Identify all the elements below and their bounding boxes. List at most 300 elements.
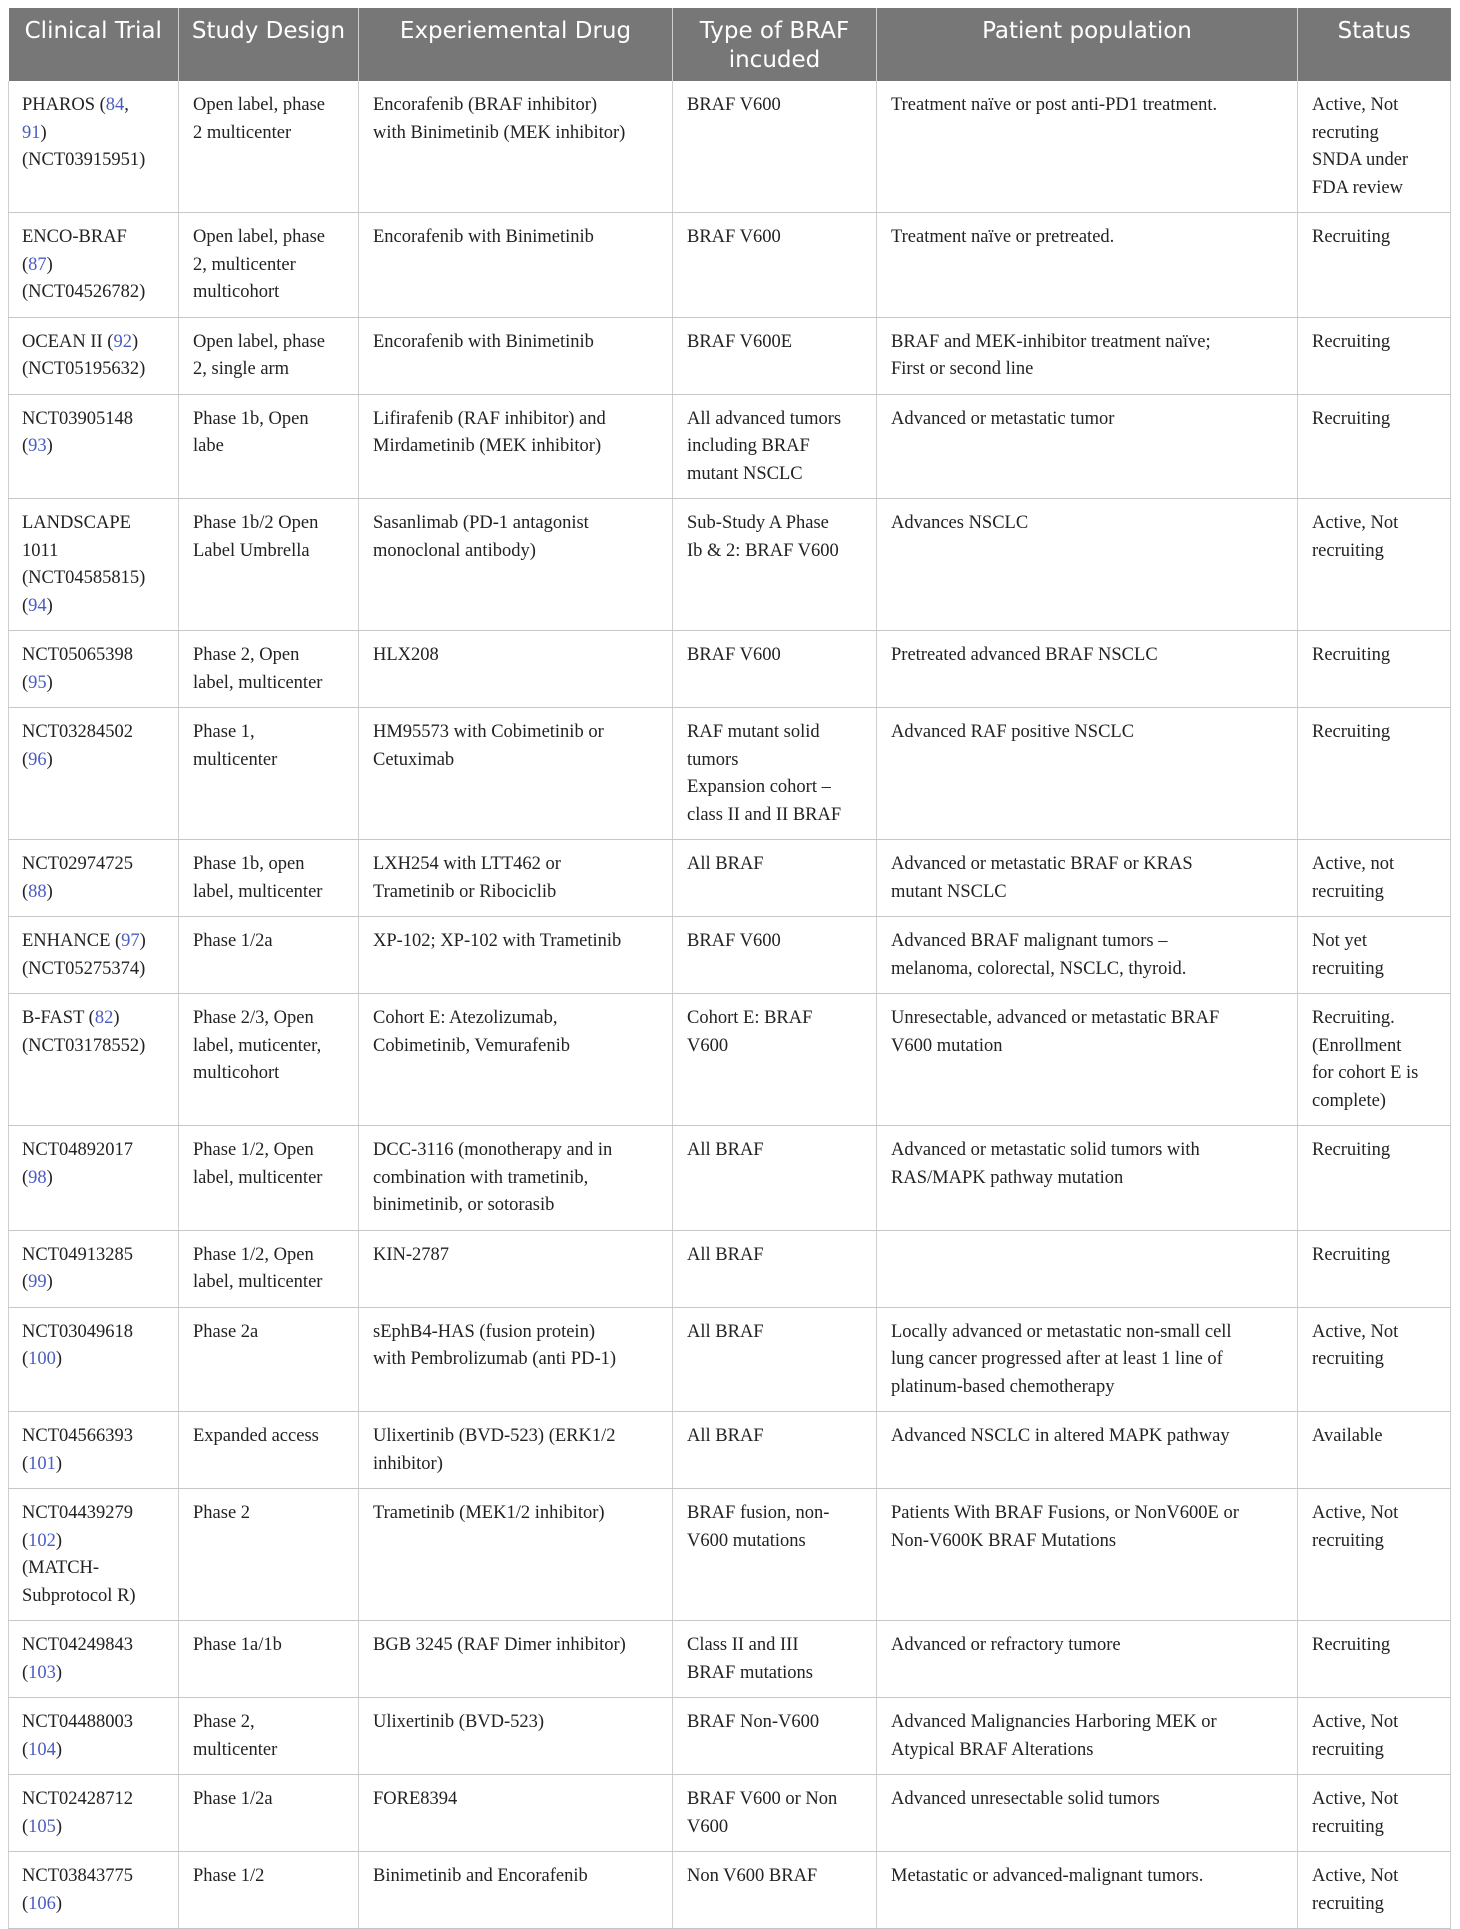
trial-text: LANDSCAPE — [22, 513, 131, 533]
patient-population-cell — [877, 1621, 1298, 1698]
cell-text-line: combination with trametinib, — [373, 1167, 589, 1188]
braf-type-cell — [673, 499, 877, 631]
trial-text: ( — [22, 1530, 29, 1551]
trial-text: NCT05065398 — [22, 645, 133, 665]
trial-text: ENHANCE ( — [22, 931, 122, 951]
cell-text-line: KIN-2787 — [373, 1244, 450, 1265]
reference-link[interactable]: 82 — [94, 1008, 114, 1028]
cell-text-line: 2, multicenter — [193, 254, 296, 275]
trial-text: ( — [22, 1167, 29, 1188]
trial-text: ) — [113, 1008, 120, 1028]
cell-text-line: melanoma, colorectal, NSCLC, thyroid. — [891, 958, 1187, 979]
reference-link[interactable]: 99 — [28, 1272, 47, 1292]
cell-text-line: inhibitor) — [373, 1453, 443, 1474]
experimental-drug-cell — [359, 81, 673, 213]
cell-text-line: recruting — [1312, 122, 1379, 143]
cell-text-line: labe — [193, 436, 224, 456]
table-row — [9, 1126, 1451, 1231]
cell-text-line: BRAF V600 or Non — [687, 1789, 838, 1809]
trial-text: Subprotocol R) — [22, 1585, 136, 1606]
braf-type-cell — [673, 1489, 877, 1621]
cell-text-line: Encorafenib (BRAF inhibitor) — [373, 95, 598, 115]
cell-text-line: recruiting — [1312, 540, 1384, 561]
experimental-drug-cell — [359, 1621, 673, 1698]
cell-text-line: 2 multicenter — [193, 122, 292, 143]
patient-population-cell — [877, 1489, 1298, 1621]
study-design-cell — [179, 994, 359, 1126]
table-row — [9, 1489, 1451, 1621]
trial-text: ) — [131, 331, 139, 352]
header-experimental-drug — [359, 8, 673, 81]
reference-link[interactable]: 93 — [28, 436, 47, 456]
trial-text: NCT03905148 — [22, 408, 133, 429]
experimental-drug-cell — [359, 1230, 673, 1307]
status-cell — [1298, 1775, 1451, 1852]
cell-text-line: Label Umbrella — [193, 540, 310, 561]
cell-text-line: V600 — [687, 1816, 729, 1837]
trial-text: ) — [55, 1893, 63, 1914]
cell-text-line: Phase 1b, Open — [193, 408, 309, 429]
table-row — [9, 1230, 1451, 1307]
patient-population-cell — [877, 1852, 1298, 1929]
trial-text: (MATCH- — [22, 1558, 100, 1578]
clinical-trial-cell — [9, 994, 179, 1126]
cell-text-line: multicohort — [193, 282, 280, 302]
braf-type-cell — [673, 317, 877, 394]
braf-type-cell — [673, 840, 877, 917]
header-patient-population — [877, 8, 1298, 81]
reference-link[interactable]: 102 — [28, 1530, 56, 1551]
cell-text-line: lung cancer progressed after at least 1 line of — [891, 1349, 1223, 1369]
trial-text: ( — [22, 1349, 29, 1369]
study-design-cell — [179, 1775, 359, 1852]
cell-text-line: Phase 1/2 — [193, 1866, 265, 1886]
study-design-cell — [179, 1126, 359, 1231]
study-design-cell — [179, 917, 359, 994]
table-row — [9, 631, 1451, 708]
cell-text-line: Class II and III — [687, 1635, 799, 1655]
cell-text-line: V600 — [687, 1035, 729, 1056]
trial-text: NCT03049618 — [22, 1321, 133, 1342]
cell-text-line: Recruiting — [1312, 722, 1391, 742]
study-design-cell — [179, 394, 359, 499]
study-design-cell — [179, 213, 359, 318]
reference-link[interactable]: 84 — [105, 95, 125, 115]
cell-text-line: Trametinib or Ribociclib — [373, 881, 557, 902]
trial-text: ( — [22, 1816, 29, 1837]
patient-population-cell — [877, 1775, 1298, 1852]
braf-type-cell — [673, 394, 877, 499]
braf-type-cell — [673, 1126, 877, 1231]
cell-text-line: Atypical BRAF Alterations — [891, 1739, 1094, 1760]
header-text-line: incuded — [728, 47, 821, 73]
cell-text-line: Open label, phase — [193, 95, 326, 115]
experimental-drug-cell — [359, 708, 673, 840]
cell-text-line: Phase 2, — [193, 1712, 255, 1732]
trial-text: ENCO-BRAF — [22, 227, 127, 247]
cell-text-line: Active, Not — [1312, 513, 1399, 533]
cell-text-line: BRAF fusion, non- — [687, 1503, 830, 1523]
cell-text-line: with Pembrolizumab (anti PD-1) — [373, 1349, 617, 1369]
trial-text: NCT04566393 — [22, 1426, 133, 1446]
patient-population-cell — [877, 1412, 1298, 1489]
header-study-design — [179, 8, 359, 81]
table-row — [9, 917, 1451, 994]
status-cell — [1298, 317, 1451, 394]
study-design-cell — [179, 1621, 359, 1698]
study-design-cell — [179, 840, 359, 917]
reference-link[interactable]: 88 — [28, 881, 47, 902]
trial-text: OCEAN II ( — [22, 331, 114, 352]
trial-text: ( — [22, 254, 29, 275]
cell-text-line: RAF mutant solid — [687, 722, 820, 742]
cell-text-line: Advanced or metastatic BRAF or KRAS — [891, 854, 1193, 874]
cell-text-line: mutant NSCLC — [891, 881, 1007, 902]
trial-text: ) — [46, 436, 53, 456]
cell-text-line: Advanced BRAF malignant tumors – — [891, 931, 1168, 951]
status-cell — [1298, 1412, 1451, 1489]
patient-population-cell — [877, 708, 1298, 840]
reference-link[interactable]: 98 — [28, 1167, 47, 1188]
cell-text-line: V600 mutations — [687, 1530, 806, 1551]
table-row — [9, 81, 1451, 213]
cell-text-line: LXH254 with LTT462 or — [373, 854, 561, 874]
clinical-trial-cell — [9, 1307, 179, 1412]
reference-link[interactable]: 106 — [28, 1893, 56, 1914]
reference-link[interactable]: 97 — [121, 931, 140, 951]
table-row — [9, 1412, 1451, 1489]
cell-text-line: BRAF and MEK-inhibitor treatment naïve; — [891, 331, 1211, 352]
table-row — [9, 1307, 1451, 1412]
cell-text-line: Phase 1/2a — [193, 1789, 273, 1809]
status-cell — [1298, 81, 1451, 213]
cell-text-line: recruiting — [1312, 958, 1384, 979]
cell-text-line: recruiting — [1312, 1739, 1384, 1760]
header-row — [9, 8, 1451, 81]
reference-link[interactable]: 95 — [28, 672, 47, 693]
cell-text-line: mutant NSCLC — [687, 463, 803, 484]
trial-text: NCT02974725 — [22, 854, 133, 874]
table-row — [9, 1775, 1451, 1852]
trial-text: (NCT03178552) — [22, 1035, 146, 1056]
reference-link[interactable]: 100 — [28, 1349, 56, 1369]
study-design-cell — [179, 1412, 359, 1489]
header-text-line: Clinical Trial — [24, 18, 162, 44]
status-cell — [1298, 1698, 1451, 1775]
reference-link[interactable]: 87 — [28, 254, 47, 275]
cell-text-line: Non V600 BRAF — [687, 1866, 818, 1886]
trial-text: ) — [46, 672, 53, 693]
trial-text: NCT04913285 — [22, 1244, 133, 1265]
trial-text: ) — [46, 1272, 53, 1292]
cell-text-line: All BRAF — [687, 1140, 764, 1160]
study-design-cell — [179, 499, 359, 631]
experimental-drug-cell — [359, 1412, 673, 1489]
cell-text-line: Advanced or refractory tumore — [891, 1635, 1121, 1655]
trial-text: 1011 — [22, 540, 59, 561]
cell-text-line: Unresectable, advanced or metastatic BRAF — [891, 1008, 1220, 1028]
reference-link[interactable]: 91 — [22, 122, 41, 143]
cell-text-line: Open label, phase — [193, 331, 326, 352]
braf-type-cell — [673, 1230, 877, 1307]
experimental-drug-cell — [359, 1698, 673, 1775]
cell-text-line: Available — [1312, 1426, 1383, 1446]
reference-link[interactable]: 103 — [28, 1662, 56, 1683]
cell-text-line: Phase 1a/1b — [193, 1635, 282, 1655]
cell-text-line: for cohort E is — [1312, 1063, 1419, 1083]
table-row — [9, 1621, 1451, 1698]
cell-text-line: Sasanlimab (PD-1 antagonist — [373, 513, 589, 533]
cell-text-line: class II and II BRAF — [687, 804, 842, 825]
cell-text-line: Encorafenib with Binimetinib — [373, 227, 594, 247]
experimental-drug-cell — [359, 394, 673, 499]
experimental-drug-cell — [359, 631, 673, 708]
cell-text-line: Advanced unresectable solid tumors — [891, 1789, 1160, 1809]
reference-link[interactable]: 105 — [28, 1816, 56, 1837]
table-row — [9, 317, 1451, 394]
clinical-trial-cell — [9, 917, 179, 994]
study-design-cell — [179, 317, 359, 394]
patient-population-cell — [877, 917, 1298, 994]
status-cell — [1298, 1489, 1451, 1621]
braf-type-cell — [673, 1852, 877, 1929]
cell-text-line: Advanced or metastatic tumor — [891, 408, 1115, 429]
cell-text-line: label, multicenter — [193, 1272, 323, 1292]
status-cell — [1298, 1307, 1451, 1412]
study-design-cell — [179, 708, 359, 840]
patient-population-cell — [877, 1126, 1298, 1231]
trial-text: NCT04439279 — [22, 1503, 133, 1523]
cell-text-line: Cetuximab — [373, 749, 455, 770]
cell-text-line: label, multicenter — [193, 1167, 323, 1188]
cell-text-line: Expansion cohort – — [687, 777, 831, 797]
cell-text-line: First or second line — [891, 359, 1034, 379]
cell-text-line: FDA review — [1312, 177, 1403, 198]
clinical-trial-cell — [9, 1852, 179, 1929]
patient-population-cell — [877, 213, 1298, 318]
cell-text-line: recruiting — [1312, 1530, 1384, 1551]
cell-text-line: including BRAF — [687, 436, 810, 456]
clinical-trial-cell — [9, 394, 179, 499]
cell-text-line: Advanced NSCLC in altered MAPK pathway — [891, 1426, 1230, 1446]
cell-text-line: FORE8394 — [373, 1789, 458, 1809]
clinical-trial-cell — [9, 1698, 179, 1775]
trial-text: PHAROS ( — [22, 95, 106, 115]
cell-text-line: Recruiting — [1312, 645, 1391, 665]
cell-text-line: BRAF Non-V600 — [687, 1712, 820, 1732]
cell-text-line: multicohort — [193, 1063, 280, 1083]
cell-text-line: Advances NSCLC — [891, 513, 1029, 533]
cell-text-line: 2, single arm — [193, 359, 290, 379]
header-status — [1298, 8, 1451, 81]
cell-text-line: multicenter — [193, 1739, 278, 1760]
braf-type-cell — [673, 917, 877, 994]
cell-text-line: Phase 1/2, Open — [193, 1140, 314, 1160]
braf-type-cell — [673, 994, 877, 1126]
cell-text-line: Phase 2, Open — [193, 645, 300, 665]
cell-text-line: Trametinib (MEK1/2 inhibitor) — [373, 1503, 605, 1523]
reference-link[interactable]: 104 — [28, 1739, 56, 1760]
reference-link[interactable]: 101 — [28, 1453, 56, 1474]
header-text-line: Type of BRAF — [699, 18, 850, 44]
patient-population-cell — [877, 631, 1298, 708]
cell-text-line: HM95573 with Cobimetinib or — [373, 722, 604, 742]
cell-text-line: Locally advanced or metastatic non-small cell — [891, 1321, 1232, 1342]
experimental-drug-cell — [359, 917, 673, 994]
patient-population-cell — [877, 1307, 1298, 1412]
cell-text-line: Recruiting — [1312, 1244, 1391, 1265]
status-cell — [1298, 1621, 1451, 1698]
study-design-cell — [179, 1307, 359, 1412]
clinical-trial-cell — [9, 499, 179, 631]
cell-text-line: Phase 2 — [193, 1503, 251, 1523]
trial-text: (NCT04526782) — [22, 282, 146, 302]
table-row — [9, 1852, 1451, 1929]
cell-text-line: SNDA under — [1312, 150, 1409, 170]
reference-link[interactable]: 92 — [113, 331, 132, 352]
braf-type-cell — [673, 631, 877, 708]
trial-text: ) — [139, 931, 146, 951]
trial-text: (NCT05195632) — [22, 359, 146, 379]
cell-text-line: All BRAF — [687, 1244, 764, 1265]
cell-text-line: Mirdametinib (MEK inhibitor) — [373, 436, 602, 456]
table-row — [9, 708, 1451, 840]
cell-text-line: platinum-based chemotherapy — [891, 1376, 1115, 1397]
trial-text: ) — [46, 254, 53, 275]
status-cell — [1298, 1852, 1451, 1929]
table-row — [9, 394, 1451, 499]
cell-text-line: Active, Not — [1312, 1789, 1399, 1809]
trial-text: ( — [22, 1662, 29, 1683]
cell-text-line: Active, Not — [1312, 1866, 1399, 1886]
cell-text-line: Phase 1/2a — [193, 931, 273, 951]
experimental-drug-cell — [359, 994, 673, 1126]
trial-text: ( — [22, 749, 29, 770]
table-row — [9, 499, 1451, 631]
clinical-trials-table — [8, 8, 1451, 1929]
cell-text-line: All BRAF — [687, 854, 764, 874]
cell-text-line: XP-102; XP-102 with Trametinib — [373, 931, 622, 951]
braf-type-cell — [673, 81, 877, 213]
clinical-trial-cell — [9, 631, 179, 708]
cell-text-line: (Enrollment — [1312, 1035, 1402, 1056]
clinical-trial-cell — [9, 1230, 179, 1307]
status-cell — [1298, 631, 1451, 708]
status-cell — [1298, 840, 1451, 917]
status-cell — [1298, 708, 1451, 840]
study-design-cell — [179, 81, 359, 213]
experimental-drug-cell — [359, 1126, 673, 1231]
study-design-cell — [179, 1230, 359, 1307]
study-design-cell — [179, 1852, 359, 1929]
table-row — [9, 840, 1451, 917]
clinical-trial-cell — [9, 1621, 179, 1698]
cell-text-line: Treatment naïve or pretreated. — [891, 227, 1115, 247]
trial-text: ) — [55, 1739, 63, 1760]
cell-text-line: Metastatic or advanced-malignant tumors. — [891, 1866, 1204, 1886]
table-body — [9, 81, 1451, 1929]
study-design-cell — [179, 631, 359, 708]
braf-type-cell — [673, 213, 877, 318]
cell-text-line: Ulixertinib (BVD-523) — [373, 1712, 545, 1732]
status-cell — [1298, 499, 1451, 631]
cell-text-line: Phase 1, — [193, 722, 255, 742]
trial-text: ( — [22, 1453, 29, 1474]
cell-text-line: Active, Not — [1312, 1712, 1399, 1732]
cell-text-line: Binimetinib and Encorafenib — [373, 1866, 588, 1886]
cell-text-line: recruiting — [1312, 881, 1384, 902]
experimental-drug-cell — [359, 499, 673, 631]
trial-text: ) — [46, 595, 53, 616]
cell-text-line: BRAF V600 — [687, 931, 781, 951]
status-cell — [1298, 394, 1451, 499]
trial-text: ) — [55, 1453, 63, 1474]
braf-type-cell — [673, 708, 877, 840]
clinical-trial-cell — [9, 708, 179, 840]
cell-text-line: label, multicenter — [193, 672, 323, 693]
cell-text-line: All advanced tumors — [687, 408, 842, 429]
header-text-line: Study Design — [191, 18, 346, 44]
status-cell — [1298, 994, 1451, 1126]
table-row — [9, 1698, 1451, 1775]
cell-text-line: label, multicenter — [193, 881, 323, 902]
cell-text-line: Encorafenib with Binimetinib — [373, 331, 594, 352]
clinical-trial-cell — [9, 1489, 179, 1621]
cell-text-line: Active, Not — [1312, 95, 1399, 115]
reference-link[interactable]: 94 — [28, 595, 47, 616]
trial-text: (NCT05275374) — [22, 958, 146, 979]
reference-link[interactable]: 96 — [28, 749, 47, 770]
cell-text-line: Lifirafenib (RAF inhibitor) and — [373, 408, 606, 429]
table-row — [9, 213, 1451, 318]
cell-text-line: recruiting — [1312, 1349, 1384, 1369]
cell-text-line: Phase 2a — [193, 1321, 259, 1342]
patient-population-cell — [877, 840, 1298, 917]
clinical-trial-cell — [9, 840, 179, 917]
experimental-drug-cell — [359, 1489, 673, 1621]
cell-text-line: Recruiting — [1312, 1635, 1391, 1655]
trial-text: NCT03284502 — [22, 722, 133, 742]
cell-text-line: Advanced Malignancies Harboring MEK or — [891, 1712, 1217, 1732]
cell-text-line: Sub-Study A Phase — [687, 513, 829, 533]
cell-text-line: Ib & 2: BRAF V600 — [687, 540, 839, 561]
patient-population-cell — [877, 1230, 1298, 1307]
cell-text-line: Expanded access — [193, 1426, 319, 1446]
cell-text-line: Phase 1/2, Open — [193, 1244, 314, 1265]
cell-text-line: Open label, phase — [193, 227, 326, 247]
cell-text-line: Phase 1b, open — [193, 854, 305, 874]
trial-text: ) — [55, 1662, 63, 1683]
cell-text-line: Phase 1b/2 Open — [193, 513, 319, 533]
header-text-line: Status — [1337, 18, 1411, 44]
cell-text-line: BRAF mutations — [687, 1662, 813, 1683]
cell-text-line: Cohort E: Atezolizumab, — [373, 1008, 558, 1028]
cell-text-line: BRAF V600 — [687, 645, 781, 665]
experimental-drug-cell — [359, 317, 673, 394]
cell-text-line: All BRAF — [687, 1321, 764, 1342]
braf-type-cell — [673, 1621, 877, 1698]
trial-text: ) — [46, 881, 53, 902]
trial-text: (NCT03915951) — [22, 150, 146, 170]
clinical-trials-table-container — [8, 8, 1450, 1929]
cell-text-line: Advanced RAF positive NSCLC — [891, 722, 1135, 742]
patient-population-cell — [877, 81, 1298, 213]
cell-text-line: Ulixertinib (BVD-523) (ERK1/2 — [373, 1426, 616, 1446]
cell-text-line: V600 mutation — [891, 1035, 1003, 1056]
patient-population-cell — [877, 317, 1298, 394]
cell-text-line: BGB 3245 (RAF Dimer inhibitor) — [373, 1635, 626, 1655]
cell-text-line: HLX208 — [373, 645, 439, 665]
